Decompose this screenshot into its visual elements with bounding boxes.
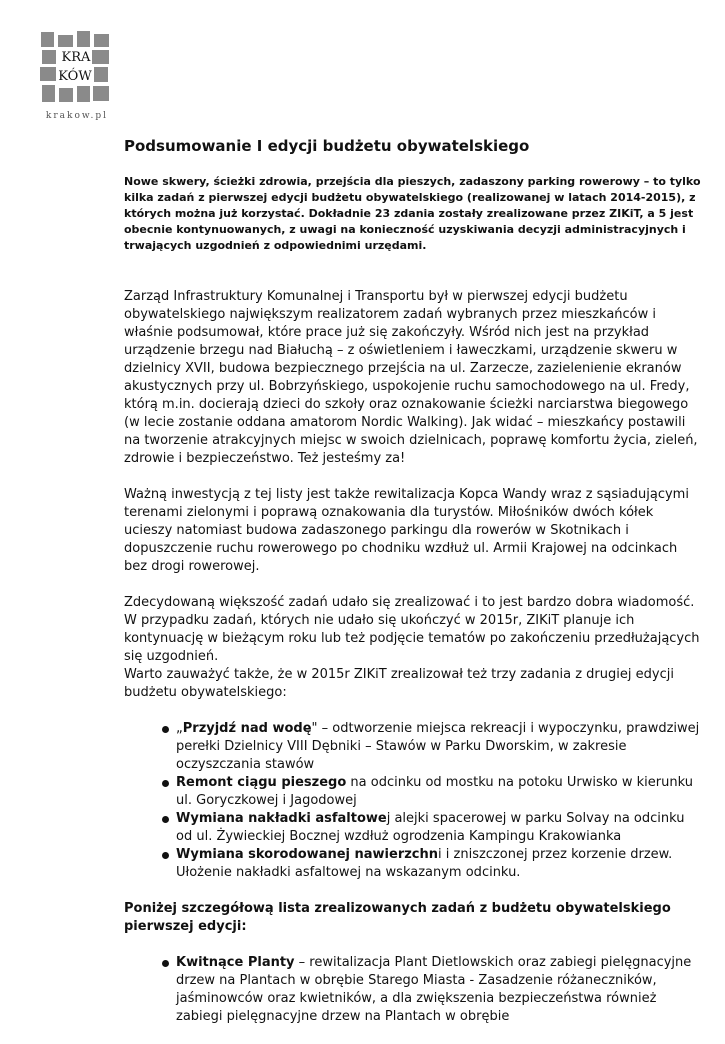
- list-item: Wymiana skorodowanej nawierzchni i zniszczonej przez korzenie drzew. Ułożenie nakładki asfaltowej na wskazanym odcinku.: [176, 846, 704, 882]
- article-lead: Nowe skwery, ścieżki zdrowia, przejścia dla pieszych, zadaszony parking rowerowy – to tylko kilka zadań z pierwszej edycji budżetu obywatelskiego (realizowanej w latach 2014-2015), z których można już korzystać. Dokładnie 23 zdania zostały zrealizowane przez ZIKiT, a 5 jest obecnie kontynuowanych, z uwagi na konieczność uzyskiwania decyzji administracyjnych i trwających uzgodnień z odpowiednimi urzędami.: [124, 175, 701, 252]
- krakow-logo[interactable]: [38, 28, 116, 124]
- second-edition-list: [124, 720, 704, 882]
- paragraph: Warto zauważyć także, że w 2015r ZIKiT zrealizował też trzy zadania z drugiej edycji budżetu obywatelskiego:: [124, 667, 674, 700]
- list-item: Wymiana nakładki asfaltowej alejki spacerowej w parku Solvay na odcinku od ul. Żywieckiej Bocznej wzdłuż ogrodzenia Kampingu Krakowianka: [176, 810, 704, 846]
- list-item: Remont ciągu pieszego na odcinku od mostku na potoku Urwisko w kierunku ul. Goryczkowej i Jagodowej: [176, 774, 704, 810]
- logo-url[interactable]: krakow.pl: [45, 111, 109, 121]
- section-subheading: Poniżej szczegółową lista zrealizowanych zadań z budżetu obywatelskiego pierwszej edycji:: [124, 901, 671, 934]
- paragraph: Zdecydowaną większość zadań udało się zrealizować i to jest bardzo dobra wiadomość. W przypadku zadań, których nie udało się ukończyć w 2015r, ZIKiT planuje ich kontynuację w bieżącym roku lub też podjęcie tematów po zakończeniu przedłużających się uzgodnień.: [124, 595, 700, 664]
- paragraph: Zarząd Infrastruktury Komunalnej i Transportu był w pierwszej edycji budżetu obywatelskiego największym realizatorem zadań wybranych przez mieszkańców i właśnie podsumował, które prace już się zakończyły. Wśród nich jest na przykład urządzenie brzegu nad Białuchą – z oświetleniem i ławeczkami, urządzenie skweru w dzielnicy XVII, budowa bezpiecznego przejścia na ul. Zarzecze, zazielenienie ekranów akustycznych przy ul. Bobrzyńskiego, uspokojenie ruchu samochodowego na ul. Fredy, którą m.in. docierają dzieci do szkoły oraz oznakowanie ścieżki narciarstwa biegowego (w lecie zostanie oddana amatorom Nordic Walking). Jak widać – mieszkańcy postawili na tworzenie atrakcyjnych miejsc w swoich dzielnicach, poprawę komfortu życia, zieleń, zdrowie i bezpieczeństwo. Też jesteśmy za!: [124, 289, 698, 466]
- first-edition-list: [124, 954, 704, 1026]
- logo-text-bottom: KÓW: [58, 69, 92, 84]
- article-title: Podsumowanie I edycji budżetu obywatelskiego: [124, 137, 530, 155]
- list-item: „Przyjdź nad wodę" – odtworzenie miejsca rekreacji i wypoczynku, prawdziwej perełki Dzielnicy VIII Dębniki – Stawów w Parku Dworskim, w zakresie oczyszczania stawów: [176, 720, 704, 774]
- krakow-logo-mark: [38, 28, 116, 108]
- paragraph: Ważną inwestycją z tej listy jest także rewitalizacja Kopca Wandy wraz z sąsiadującymi terenami zielonymi i poprawą oznakowania dla turystów. Miłośników dwóch kółek ucieszy natomiast budowa zadaszonego parkingu dla rowerów w Skotnikach i dopuszczenie ruchu rowerowego po chodniku wzdłuż ul. Armii Krajowej na odcinkach bez drogi rowerowej.: [124, 487, 689, 574]
- list-item: Kwitnące Planty – rewitalizacja Plant Dietlowskich oraz zabiegi pielęgnacyjne drzew na Plantach w obrębie Starego Miasta - Zasadzenie różaneczników, jaśminowców oraz kwietników, a dla zwiększenia bezpieczeństwa również zabiegi pielęgnacyjne drzew na Plantach w obrębie: [176, 954, 704, 1026]
- logo-text-top: KRA: [61, 50, 91, 65]
- article: [124, 134, 704, 1044]
